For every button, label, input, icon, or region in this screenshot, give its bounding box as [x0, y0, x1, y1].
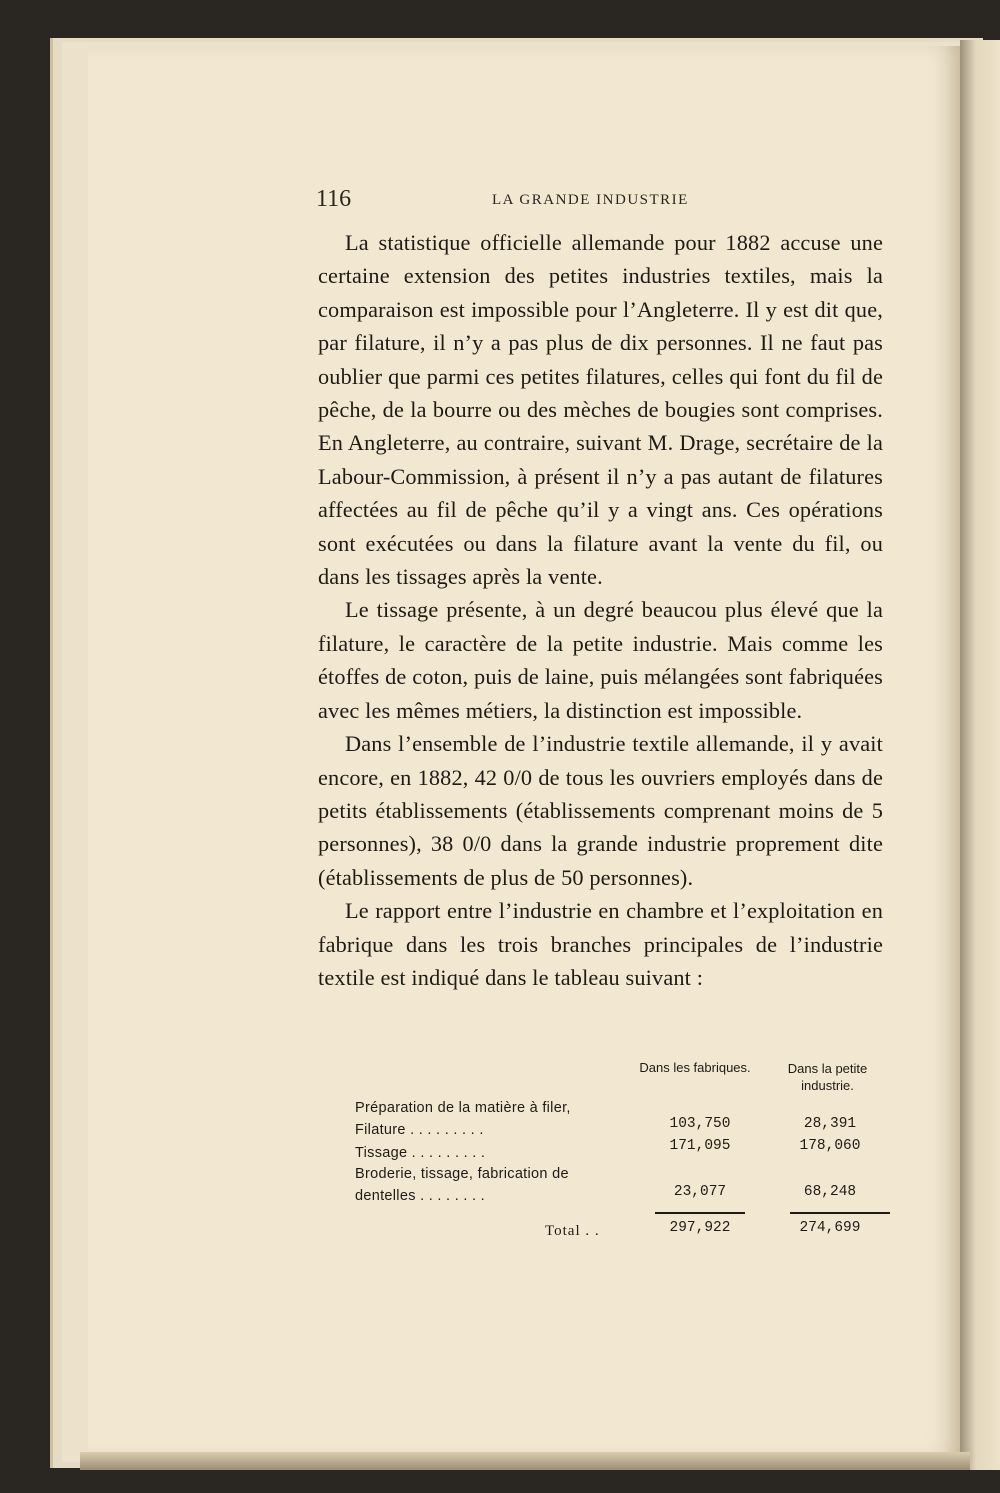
- paragraph: Le rapport entre l’industrie en chambre et l’exploitation en fabrique dans les trois branches principales de l’industrie textile est indiqué dans le tableau suivant :: [318, 898, 883, 990]
- column-header-line: industrie.: [801, 1078, 854, 1093]
- row-label: Filature . . . . . . . . .: [355, 1122, 484, 1138]
- total-label: Total . .: [545, 1223, 600, 1239]
- paragraph: Le tissage présente, à un degré beaucou plus élevé que la filature, le caractère de la petite industrie. Mais comme les étoffes de coton, puis de laine, puis mélangées sont fabriquées avec les mêmes métiers, la distinction est impossible.: [318, 597, 883, 723]
- row-label: Préparation de la matière à filer,: [355, 1100, 571, 1116]
- column-header-fabriques: Dans les fabriques.: [639, 1060, 751, 1075]
- table-cell: 23,077: [673, 1184, 727, 1200]
- total-rule: [655, 1212, 745, 1214]
- row-label: dentelles . . . . . . . .: [355, 1188, 485, 1204]
- table-cell: 274,699: [799, 1220, 861, 1236]
- page-number: 116: [316, 186, 352, 212]
- row-label: Broderie, tissage, fabrication de: [355, 1166, 569, 1182]
- paragraph: Dans l’ensemble de l’industrie textile allemande, il y avait encore, en 1882, 42 0/0 de tous les ouvriers employés dans de petits établissements (établissements comprenant moins de 5 personnes), 38 0/0 dans la grande industrie proprement dite (établissements de plus de 50 personnes).: [318, 731, 883, 890]
- table-cell: 28,391: [803, 1116, 857, 1132]
- paragraph: La statistique officielle allemande pour 1882 accuse une certaine extension des petites industries textiles, mais la comparaison est impossible pour l’Angleterre. Il y est dit que, par filature, il n’y a pas plus de dix personnes. Il ne faut pas oublier que parmi ces petites filatures, celles qui font du fil de pêche, de la bourre ou des mèches de bougies sont comprises. En Angleterre, au contraire, suivant M. Drage, secrétaire de la Labour-Commission, à présent il n’y a pas autant de filatures affectées au fil de pêche qu’il y a vingt ans. Ces opérations sont exécutées ou dans la filature avant la vente du fil, ou dans les tissages après la vente.: [318, 230, 883, 590]
- page-bottom-edge: [80, 1452, 970, 1470]
- total-rule: [790, 1212, 890, 1214]
- table-cell: 103,750: [669, 1116, 731, 1132]
- body-text: [318, 226, 883, 994]
- page-header: [316, 186, 876, 216]
- table-cell: 297,922: [669, 1220, 731, 1236]
- row-label: Tissage . . . . . . . . .: [355, 1145, 486, 1161]
- column-header-line: Dans la petite: [787, 1061, 868, 1076]
- table-cell: 171,095: [669, 1138, 731, 1154]
- column-header-petite-industrie: [765, 1060, 890, 1094]
- table-cell: 178,060: [799, 1138, 861, 1154]
- table-cell: 68,248: [803, 1184, 857, 1200]
- facing-page-edge: [960, 40, 1000, 1470]
- running-head: LA GRANDE INDUSTRIE: [492, 192, 689, 208]
